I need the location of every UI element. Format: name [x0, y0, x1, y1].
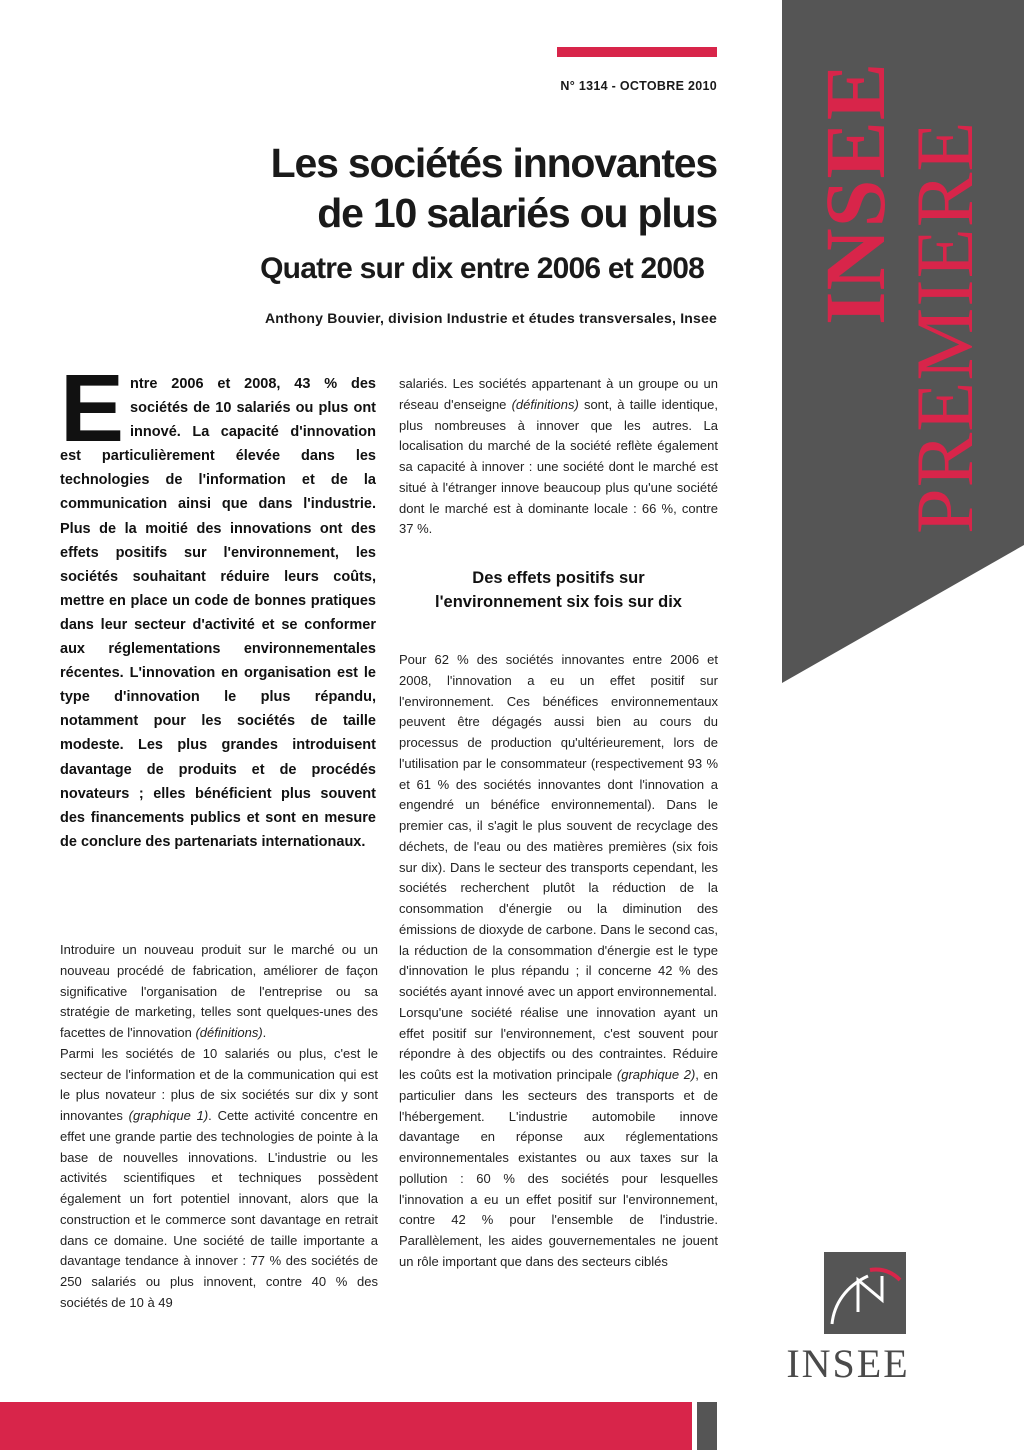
body-paragraph: Pour 62 % des sociétés innovantes entre 2006 et 2008, l'innovation a eu un effet positif sur l'environnement. Ces bénéfices environnementaux peuvent être dégagés aussi bien au cours du processus de production qu'ultérieurement, lors de l'utilisation par le consommateur (respectivement 93 % et 61 % des sociétés innovantes dont l'innovation a engendré un bénéfice environnemental). Dans le premier cas, il s'agit le plus souvent de recyclage des déchets, de l'eau ou des matières premières (six fois sur dix). Dans le secteur des transports cependant, les sociétés recherchent plutôt la réduction de la consommation d'énergie ou la diminution des émissions de dioxyde de carbone. Dans le second cas, la réduction de la consommation d'énergie est le type d'innovation le plus répandu ; il concerne 42 % des sociétés ayant innové avec un apport environnemental.	[399, 652, 718, 999]
reference-link[interactable]: (définitions)	[511, 396, 579, 412]
logo-graphic	[824, 1252, 906, 1334]
body-paragraph	[399, 1003, 718, 1273]
page-subtitle: Quatre sur dix entre 2006 et 2008	[260, 252, 704, 285]
reference-link[interactable]: (définitions)	[195, 1025, 263, 1040]
paragraph-text: Parmi les sociétés de 10 salariés ou plus, c'est le secteur de l'information et de la communication qui est le plus novateur : plus de six sociétés sur dix y sont innovantes	[60, 1045, 378, 1123]
top-accent-rule	[557, 47, 717, 57]
paragraph-text: .	[262, 1025, 267, 1040]
issue-number: N° 1314 - OCTOBRE 2010	[560, 79, 717, 93]
masthead-banner	[782, 0, 1024, 683]
section-heading-line: Des effets positifs sur	[472, 569, 645, 587]
section-heading-line: l'environnement six fois sur dix	[435, 593, 682, 611]
body-paragraph	[60, 940, 378, 1044]
footer-accent-bar	[0, 1402, 692, 1450]
masthead-line-premiere: PREMIERE	[899, 120, 990, 534]
lede-paragraph	[60, 355, 376, 854]
page-title	[197, 138, 717, 238]
body-column-right	[399, 374, 718, 1273]
paragraph-text: , en particulier dans les secteurs des transports et de l'hébergement. L'industrie automobile innove davantage en réponse aux réglementations environnementales existantes ou aux taxes sur la pollution : 60 % des sociétés pour lesquelles l'innovation a eu un effet positif sur l'environnement, contre 42 % pour l'ensemble de l'industrie. Parallèlement, les aides gouvernementales ne jouent un rôle important que dans des secteurs ciblés	[399, 1067, 719, 1269]
body-column-left	[60, 940, 378, 1314]
insee-logo-word: INSEE	[786, 1341, 910, 1386]
reference-link[interactable]: (graphique 1)	[128, 1108, 209, 1123]
paragraph-text: salariés. Les sociétés appartenant à un groupe ou un réseau d'enseigne	[399, 376, 718, 412]
paragraph-text: Lorsqu'une société réalise une innovation ayant un effet positif sur l'environnement, c'est souvent pour répondre à des objectifs ou des contraintes. Réduire les coûts est la motivation principale	[399, 1004, 718, 1082]
author-line: Anthony Bouvier, division Industrie et études transversales, Insee	[265, 310, 717, 326]
paragraph-text: . Cette activité concentre en effet une grande partie des technologies de pointe à la base de nouvelles innovations. L'industrie ou les activités scientifiques et techniques possèdent également un fort potentiel innovant, alors que la construction et le commerce sont davantage en retrait dans ce domaine. Une société de taille importante a davantage tendance à innover : 77 % des sociétés de 250 salariés ou plus innovent, contre 40 % des sociétés de 10 à 49	[60, 1108, 378, 1310]
body-paragraph	[399, 374, 718, 540]
paragraph-text: Introduire un nouveau produit sur le marché ou un nouveau procédé de fabrication, améliorer de façon significative l'organisation de l'entreprise ou sa stratégie de marketing, telles sont quelques-unes des facettes de l'innovation	[60, 942, 378, 1040]
drop-cap: E	[60, 355, 125, 462]
lede-text: ntre 2006 et 2008, 43 % des sociétés de 10 salariés ou plus ont innové. La capacité d'innovation est particulièrement élevée dans les technologies de l'information et de la communication ainsi que dans l'industrie. Plus de la moitié des innovations ont des effets positifs sur l'environnement, les sociétés souhaitant réduire leurs coûts, mettre en place un code de bonnes pratiques dans leur secteur d'activité et se conformer aux réglementations environnementales récentes. L'innovation en organisation est le type d'innovation le plus répandu, notamment pour les sociétés de taille modeste. Les plus grandes introduisent davantage de produits et de procédés novateurs ; elles bénéficient plus souvent des financements publics et sont en mesure de conclure des partenariats internationaux.	[60, 376, 376, 850]
insee-logo-icon	[824, 1252, 906, 1334]
masthead-title	[782, 0, 1024, 683]
body-paragraph	[60, 1044, 378, 1314]
masthead-line-insee: INSEE	[807, 61, 903, 325]
paragraph-text: sont, à taille identique, plus nombreuses à innover que les autres. La localisation du marché de la société reflète également sa capacité à innover : une société dont le marché est situé à l'étranger innove beaucoup plus qu'une société dont le marché est à dominante locale : 66 %, contre 37 %.	[399, 396, 718, 537]
section-heading	[399, 566, 718, 614]
title-line-1: Les sociétés innovantes	[270, 140, 717, 186]
reference-link[interactable]: (graphique 2)	[616, 1067, 696, 1082]
title-line-2: de 10 salariés ou plus	[317, 190, 717, 236]
insee-logo	[779, 1252, 917, 1384]
footer-gray-bar	[697, 1402, 717, 1450]
